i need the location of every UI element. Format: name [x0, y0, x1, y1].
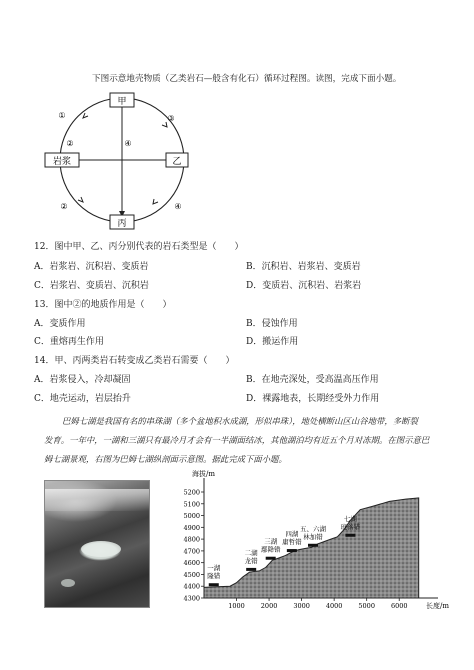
q13-option-d[interactable]: D．搬运作用: [246, 337, 299, 347]
x-tick-label: 5000: [358, 602, 375, 610]
q12-option-a[interactable]: A．岩浆岩、沉积岩、变质岩: [34, 262, 149, 272]
arc-arrow-2: [162, 122, 167, 127]
q14-option-a[interactable]: A．岩浆侵入，冷却凝固: [34, 375, 131, 385]
y-tick-label: 4600: [183, 559, 200, 568]
node-right: 乙: [172, 157, 182, 167]
y-axis-label: 海拔/m: [192, 470, 215, 478]
q14-stem: 14．甲、丙两类岩石转变成乙类岩石需要（ ）: [34, 356, 235, 366]
lake-name: 隆错: [207, 572, 221, 581]
x-tick-label: 6000: [390, 602, 408, 610]
lake-mark: [266, 557, 276, 560]
intro-text: 下图示意地壳物质（乙类岩石—般含有化石）循环过程图。读图，完成下面小题。: [92, 74, 402, 84]
q14-option-b[interactable]: B．在地壳深处，受高温高压作用: [246, 375, 379, 385]
y-tick-label: 4500: [183, 570, 200, 579]
lake-label: 二湖: [244, 548, 258, 557]
lake-name: 鄢降错: [260, 545, 281, 554]
lake-name: 班落错: [340, 522, 361, 531]
lake-mark: [287, 549, 297, 552]
lake-profile-chart: [170, 470, 470, 610]
q12-option-d[interactable]: D．变质岩、沉积岩、岩浆岩: [246, 281, 362, 291]
y-tick-label: 5200: [183, 488, 200, 497]
lake-name: 林加错: [303, 532, 323, 541]
label-1: ①: [58, 111, 66, 120]
lake-label: 一湖: [207, 564, 221, 573]
q12-option-c[interactable]: C．岩浆岩、变质岩、沉积岩: [34, 281, 149, 291]
rock-cycle-diagram: [40, 88, 200, 238]
lake-mark: [209, 583, 219, 586]
lake-shape: [81, 541, 121, 557]
x-tick-label: 1000: [228, 602, 245, 610]
label-4-bottom: ④: [174, 202, 182, 211]
x-axis-label: 长度/m: [426, 602, 449, 610]
arc-arrow-4: [153, 199, 158, 204]
q12-stem: 12．图中甲、乙、丙分别代表的岩石类型是（ ）: [34, 242, 244, 252]
y-tick-label: 5100: [183, 500, 200, 509]
node-left: 岩浆: [52, 157, 72, 167]
y-tick-label: 4300: [183, 594, 200, 603]
label-2-bottom: ②: [60, 202, 68, 211]
q14-option-c[interactable]: C．地壳运动，岩层抬升: [34, 394, 131, 404]
label-3: ③: [167, 114, 175, 123]
label-4-center: ④: [124, 139, 132, 148]
small-lake-shape: [61, 579, 75, 587]
x-tick-label: 3000: [293, 602, 310, 610]
snow-ridge: [45, 489, 149, 511]
q14-option-d[interactable]: D．裸露地表，长期经受外力作用: [246, 394, 380, 404]
passage-line-3: 姆七湖景观，右图为巴姆七湖纵剖面示意图。据此完成下面小题。: [44, 454, 287, 464]
x-tick-label: 2000: [260, 602, 278, 610]
arc-arrow-1: [83, 113, 88, 118]
lake-label: 五、六湖: [300, 524, 326, 533]
lake-mark: [246, 568, 256, 571]
q13-option-a[interactable]: A．变质作用: [34, 319, 86, 329]
y-tick-label: 4700: [183, 547, 200, 556]
label-2-left: ②: [66, 139, 74, 148]
passage-line-2: 发育。一年中，一湖和三湖只有最冷月才会有一半湖面结冰，其他湖泊均有近五个月对冻期。在图示意巴: [44, 435, 430, 445]
lake-landscape-photo: [44, 480, 150, 608]
x-tick-label: 4000: [325, 602, 343, 610]
q12-option-b[interactable]: B．沉积岩、岩浆岩、变质岩: [246, 262, 361, 272]
lake-mark: [308, 544, 318, 547]
lake-label: 三湖: [264, 537, 278, 546]
lake-label: 七湖: [343, 514, 357, 523]
q13-option-c[interactable]: C．重熔再生作用: [34, 337, 104, 347]
arc-arrow-3: [78, 197, 83, 202]
passage-line-1: 巴姆七湖是我国有名的串珠湖（多个盆地积水成湖，形似串珠），地处横断山区山谷地带，多断裂: [62, 416, 418, 426]
y-tick-label: 5000: [183, 512, 200, 521]
lake-mark: [345, 534, 355, 537]
q13-stem: 13．图中②的地质作用是（ ）: [34, 300, 172, 310]
chart-profile: [204, 498, 419, 598]
y-tick-label: 4800: [183, 535, 200, 544]
lake-name: 庸哲错: [282, 538, 302, 547]
lake-label: 四湖: [285, 530, 299, 539]
terrain-profile: [204, 498, 419, 598]
lake-name: 龙错: [244, 556, 258, 565]
y-tick-label: 4400: [183, 582, 200, 591]
node-top: 甲: [117, 97, 127, 107]
q13-option-b[interactable]: B．侵蚀作用: [246, 319, 298, 329]
y-tick-label: 4900: [183, 523, 200, 532]
node-bottom: 丙: [117, 219, 127, 229]
